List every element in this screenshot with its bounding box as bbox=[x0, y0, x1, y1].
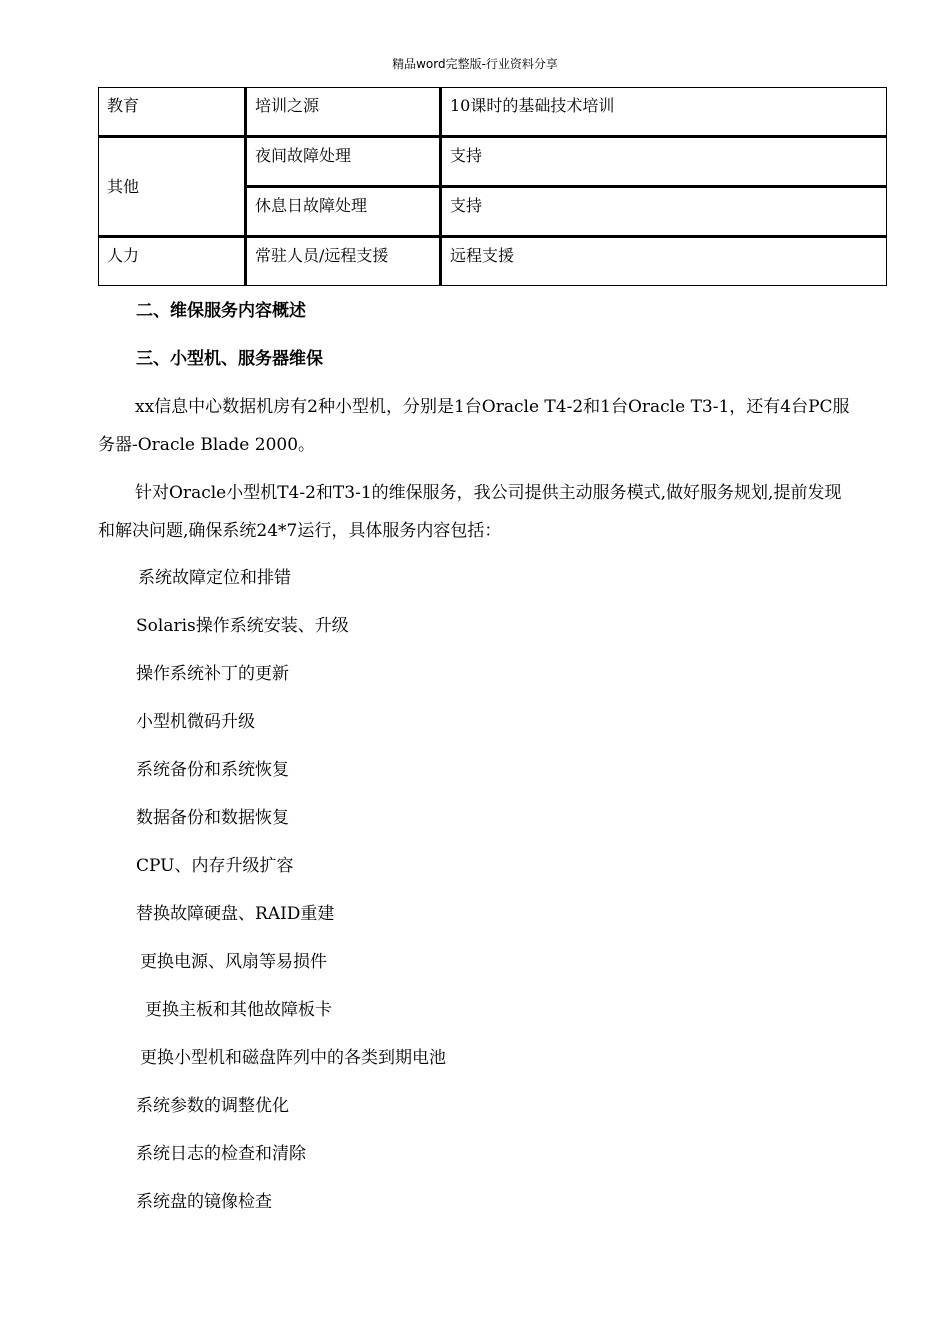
table-cell: 远程支援 bbox=[441, 237, 887, 286]
table-row bbox=[99, 237, 887, 286]
list-item: 更换小型机和磁盘阵列中的各类到期电池 bbox=[140, 1048, 446, 1068]
list-item: 操作系统补丁的更新 bbox=[136, 664, 289, 684]
table-cell: 10课时的基础技术培训 bbox=[441, 88, 887, 137]
section-heading-servers: 三、小型机、服务器维保 bbox=[136, 349, 323, 369]
list-item: 更换主板和其他故障板卡 bbox=[145, 1000, 332, 1020]
list-item: 系统故障定位和排错 bbox=[138, 568, 291, 588]
section-heading-overview: 二、维保服务内容概述 bbox=[136, 301, 306, 321]
list-item: Solaris操作系统安装、升级 bbox=[136, 616, 349, 636]
list-item: 更换电源、风扇等易损件 bbox=[140, 952, 327, 972]
list-item: 系统备份和系统恢复 bbox=[136, 760, 289, 780]
table-cell: 支持 bbox=[441, 137, 887, 187]
list-item: 小型机微码升级 bbox=[136, 712, 255, 732]
table-row bbox=[99, 88, 887, 137]
paragraph-machines: xx信息中心数据机房有2种小型机，分别是1台Oracle T4-2和1台Oracle T3-1，还有4台PC服务器-Oracle Blade 2000。 bbox=[98, 397, 850, 455]
paragraph-service-intro: 针对Oracle小型机T4-2和T3-1的维保服务，我公司提供主动服务模式,做好服务规划,提前发现和解决问题,确保系统24*7运行，具体服务内容包括： bbox=[98, 483, 842, 541]
page-header: 精品word完整版-行业资料分享 bbox=[392, 57, 558, 71]
service-table bbox=[98, 87, 887, 286]
table-cell: 常驻人员/远程支援 bbox=[246, 237, 441, 286]
table-row bbox=[99, 137, 887, 187]
table-cell: 支持 bbox=[441, 187, 887, 237]
list-item: 系统日志的检查和清除 bbox=[136, 1144, 306, 1164]
table-cell: 休息日故障处理 bbox=[246, 187, 441, 237]
table-cell: 人力 bbox=[99, 237, 246, 286]
table-cell: 培训之源 bbox=[246, 88, 441, 137]
table-cell: 教育 bbox=[99, 88, 246, 137]
list-item: 系统盘的镜像检查 bbox=[136, 1192, 272, 1212]
table-cell: 夜间故障处理 bbox=[246, 137, 441, 187]
list-item: 数据备份和数据恢复 bbox=[136, 808, 289, 828]
list-item: CPU、内存升级扩容 bbox=[136, 856, 294, 876]
list-item: 替换故障硬盘、RAID重建 bbox=[136, 904, 335, 924]
list-item: 系统参数的调整优化 bbox=[136, 1096, 289, 1116]
table-cell: 其他 bbox=[99, 137, 246, 237]
